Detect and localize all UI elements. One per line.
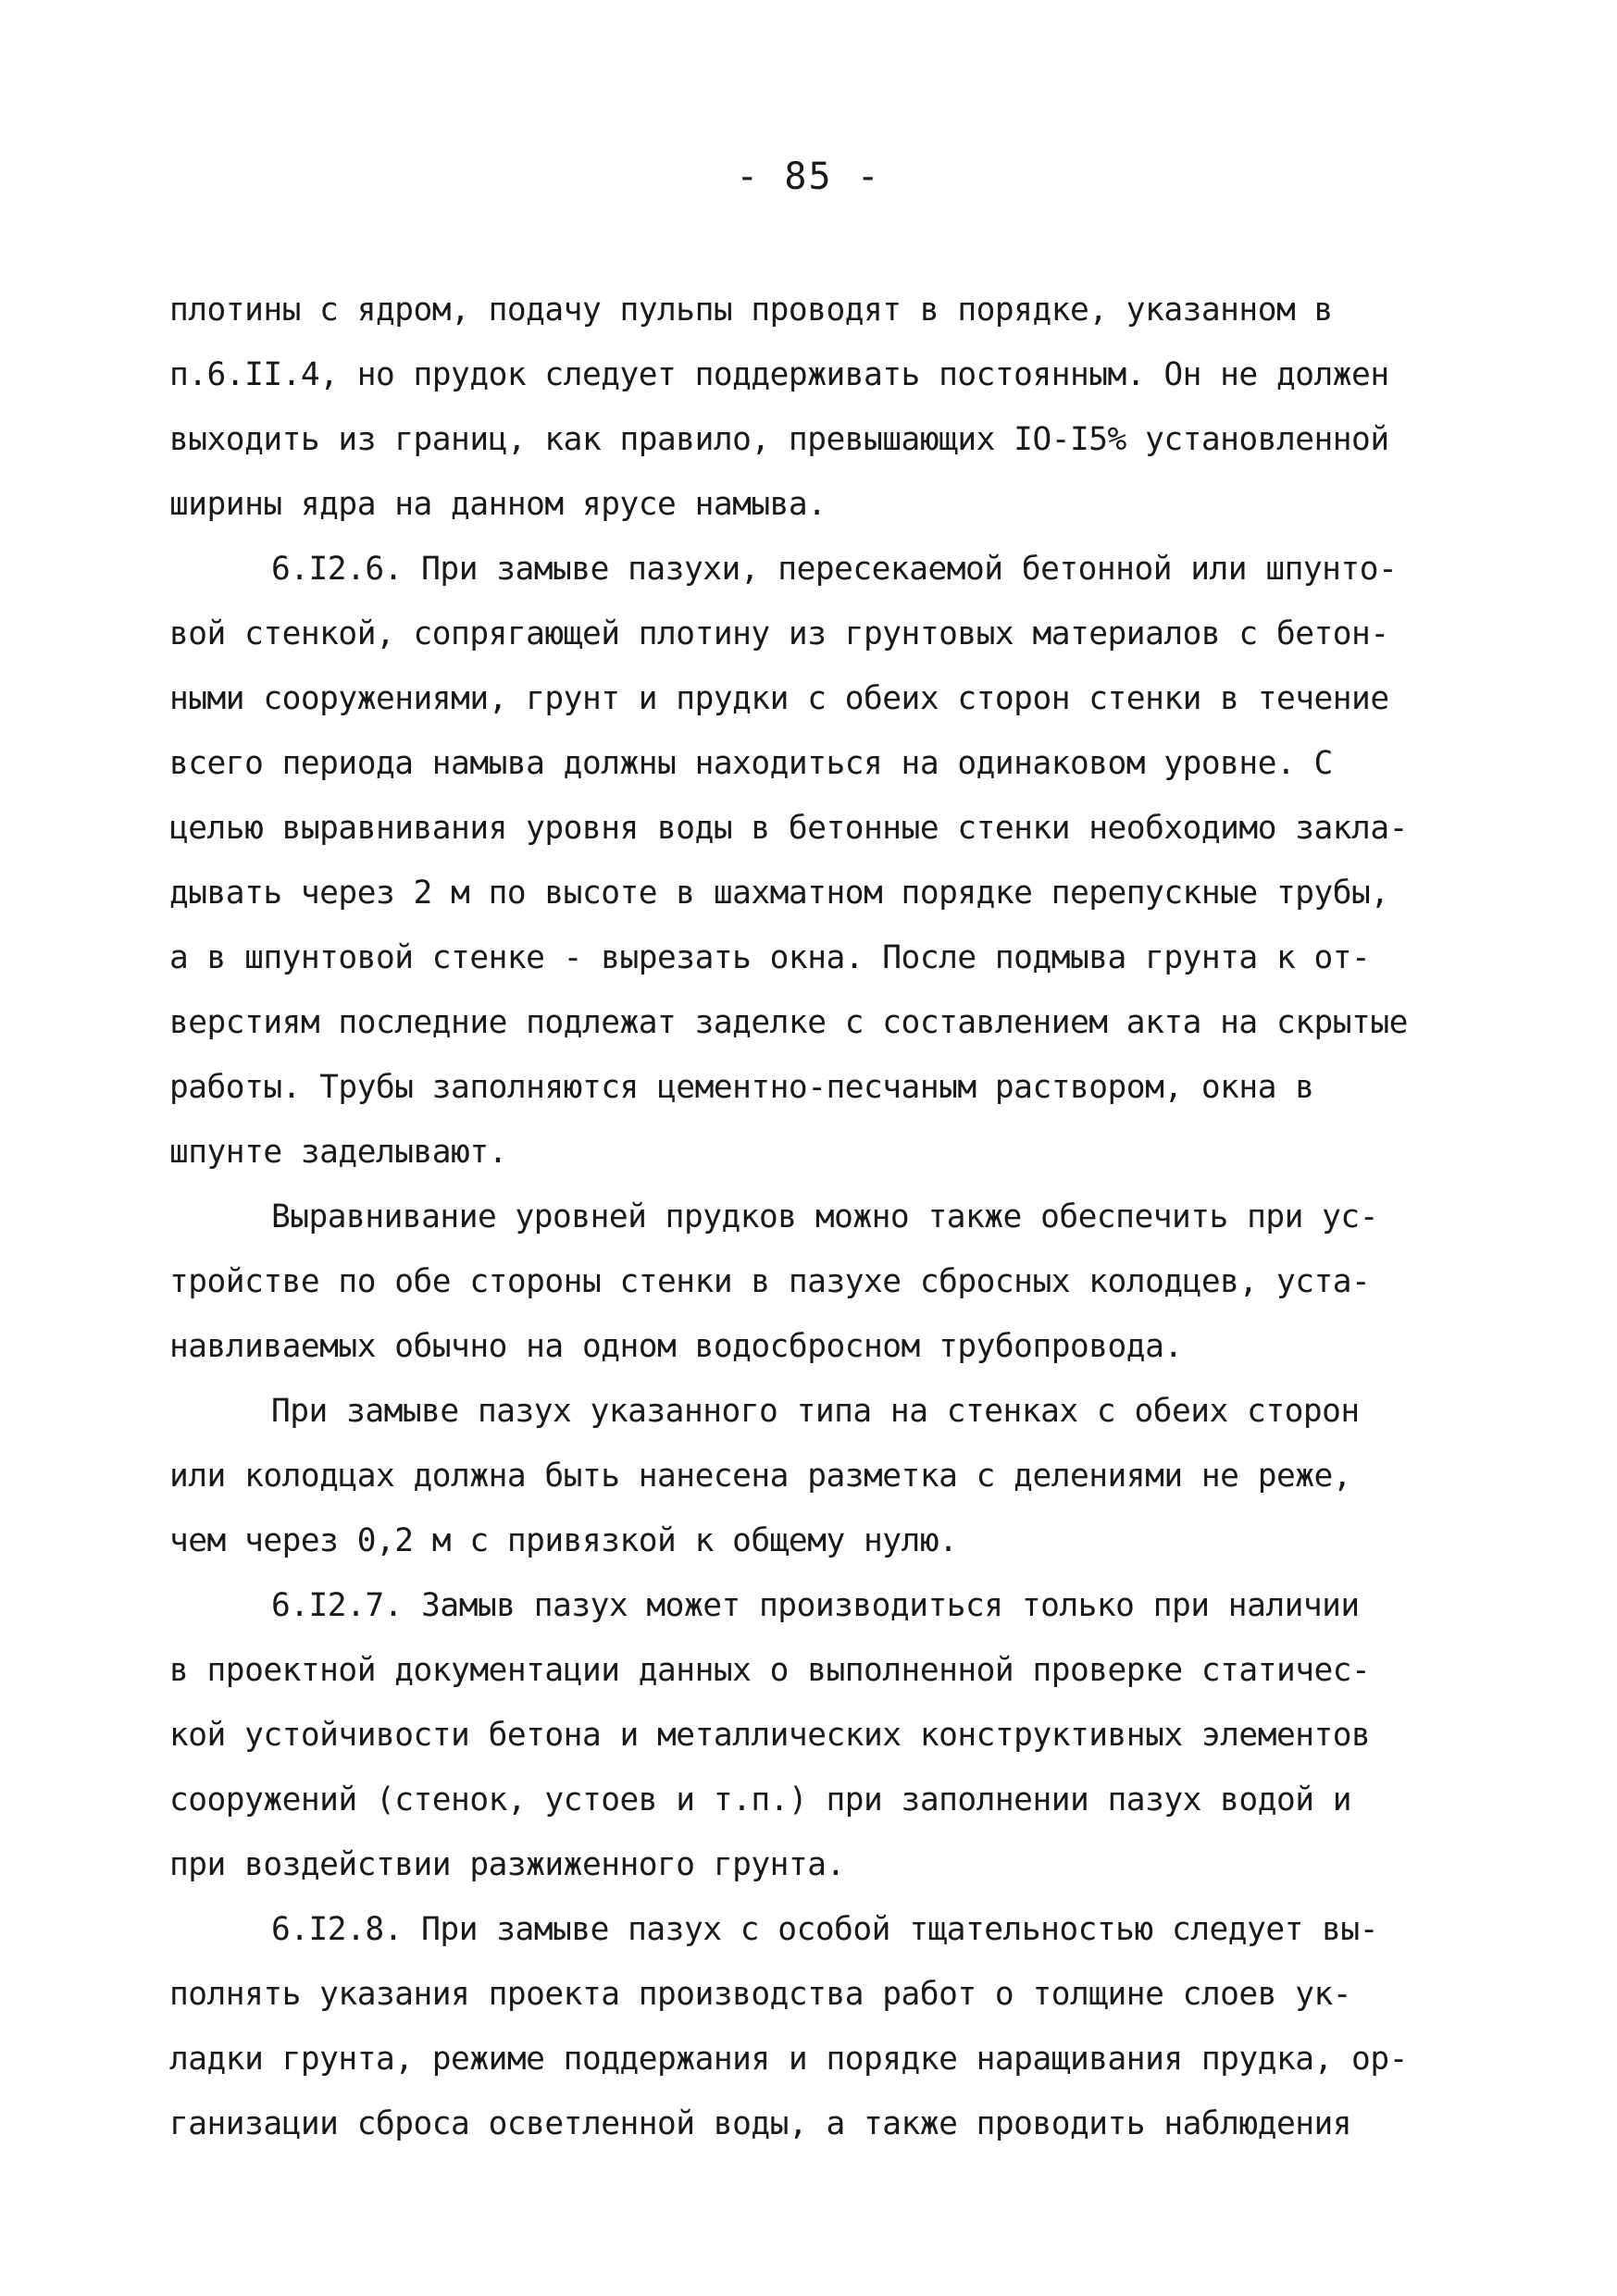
text-line: а в шпунтовой стенке - вырезать окна. После подмыва грунта к от- xyxy=(169,939,1371,976)
text-line: 6.I2.8. При замыве пазух с особой тщательностью следует вы- xyxy=(271,1911,1378,1948)
paragraph xyxy=(169,537,1484,1185)
text-line: шпунте заделывают. xyxy=(169,1134,507,1171)
text-line: 6.I2.6. При замыве пазухи, пересекаемой бетонной или шпунто- xyxy=(271,551,1398,588)
text-line: ганизации сброса осветленной воды, а также проводить наблюдения xyxy=(169,2105,1352,2142)
text-line: Выравнивание уровней прудков можно также обеспечить при ус- xyxy=(271,1198,1378,1235)
text-line: 6.I2.7. Замыв пазух может производиться только при наличии xyxy=(271,1587,1360,1624)
paragraph xyxy=(169,1897,1484,2156)
text-line: ладки грунта, режиме поддержания и порядке наращивания прудка, ор- xyxy=(169,2041,1408,2078)
text-line: полнять указания проекта производства работ о толщине слоев ук- xyxy=(169,1976,1352,2013)
paragraph xyxy=(169,278,1484,537)
text-line: плотины с ядром, подачу пульпы проводят в порядке, указанном в xyxy=(169,292,1333,329)
text-line: верстиям последние подлежат заделке с составлением акта на скрытые xyxy=(169,1004,1408,1041)
page-number: - 85 - xyxy=(736,155,881,198)
text-line: чем через 0,2 м с привязкой к общему нулю. xyxy=(169,1522,958,1559)
text-line: дывать через 2 м по высоте в шахматном порядке перепускные трубы, xyxy=(169,875,1389,912)
text-line: ными сооружениями, грунт и прудки с обеих сторон стенки в течение xyxy=(169,680,1389,717)
paragraph xyxy=(169,1573,1484,1897)
text-line: навливаемых обычно на одном водосбросном трубопровода. xyxy=(169,1328,1183,1365)
paragraph xyxy=(169,1379,1484,1573)
text-line: При замыве пазух указанного типа на стенках с обеих сторон xyxy=(271,1393,1360,1430)
text-line: целью выравнивания уровня воды в бетонные стенки необходимо закла- xyxy=(169,810,1408,847)
text-line: выходить из границ, как правило, превышающих IO-I5% установленной xyxy=(169,421,1389,458)
text-line: всего периода намыва должны находиться на одинаковом уровне. С xyxy=(169,745,1333,782)
text-line: ширины ядра на данном ярусе намыва. xyxy=(169,486,827,523)
text-line: п.6.II.4, но прудок следует поддерживать постоянным. Он не должен xyxy=(169,356,1389,393)
paragraph xyxy=(169,1185,1484,1379)
text-line: работы. Трубы заполняются цементно-песчаным раствором, окна в xyxy=(169,1069,1314,1106)
document-body xyxy=(169,278,1484,2156)
text-line: тройстве по обе стороны стенки в пазухе сбросных колодцев, уста- xyxy=(169,1263,1371,1300)
text-line: сооружений (стенок, устоев и т.п.) при заполнении пазух водой и xyxy=(169,1781,1352,1818)
text-line: в проектной документации данных о выполненной проверке статичес- xyxy=(169,1652,1371,1689)
text-line: кой устойчивости бетона и металлических конструктивных элементов xyxy=(169,1717,1371,1754)
text-line: или колодцах должна быть нанесена разметка с делениями не реже, xyxy=(169,1458,1352,1495)
text-line: вой стенкой, сопрягающей плотину из грунтовых материалов с бетон- xyxy=(169,615,1389,652)
text-line: при воздействии разжиженного грунта. xyxy=(169,1846,845,1883)
